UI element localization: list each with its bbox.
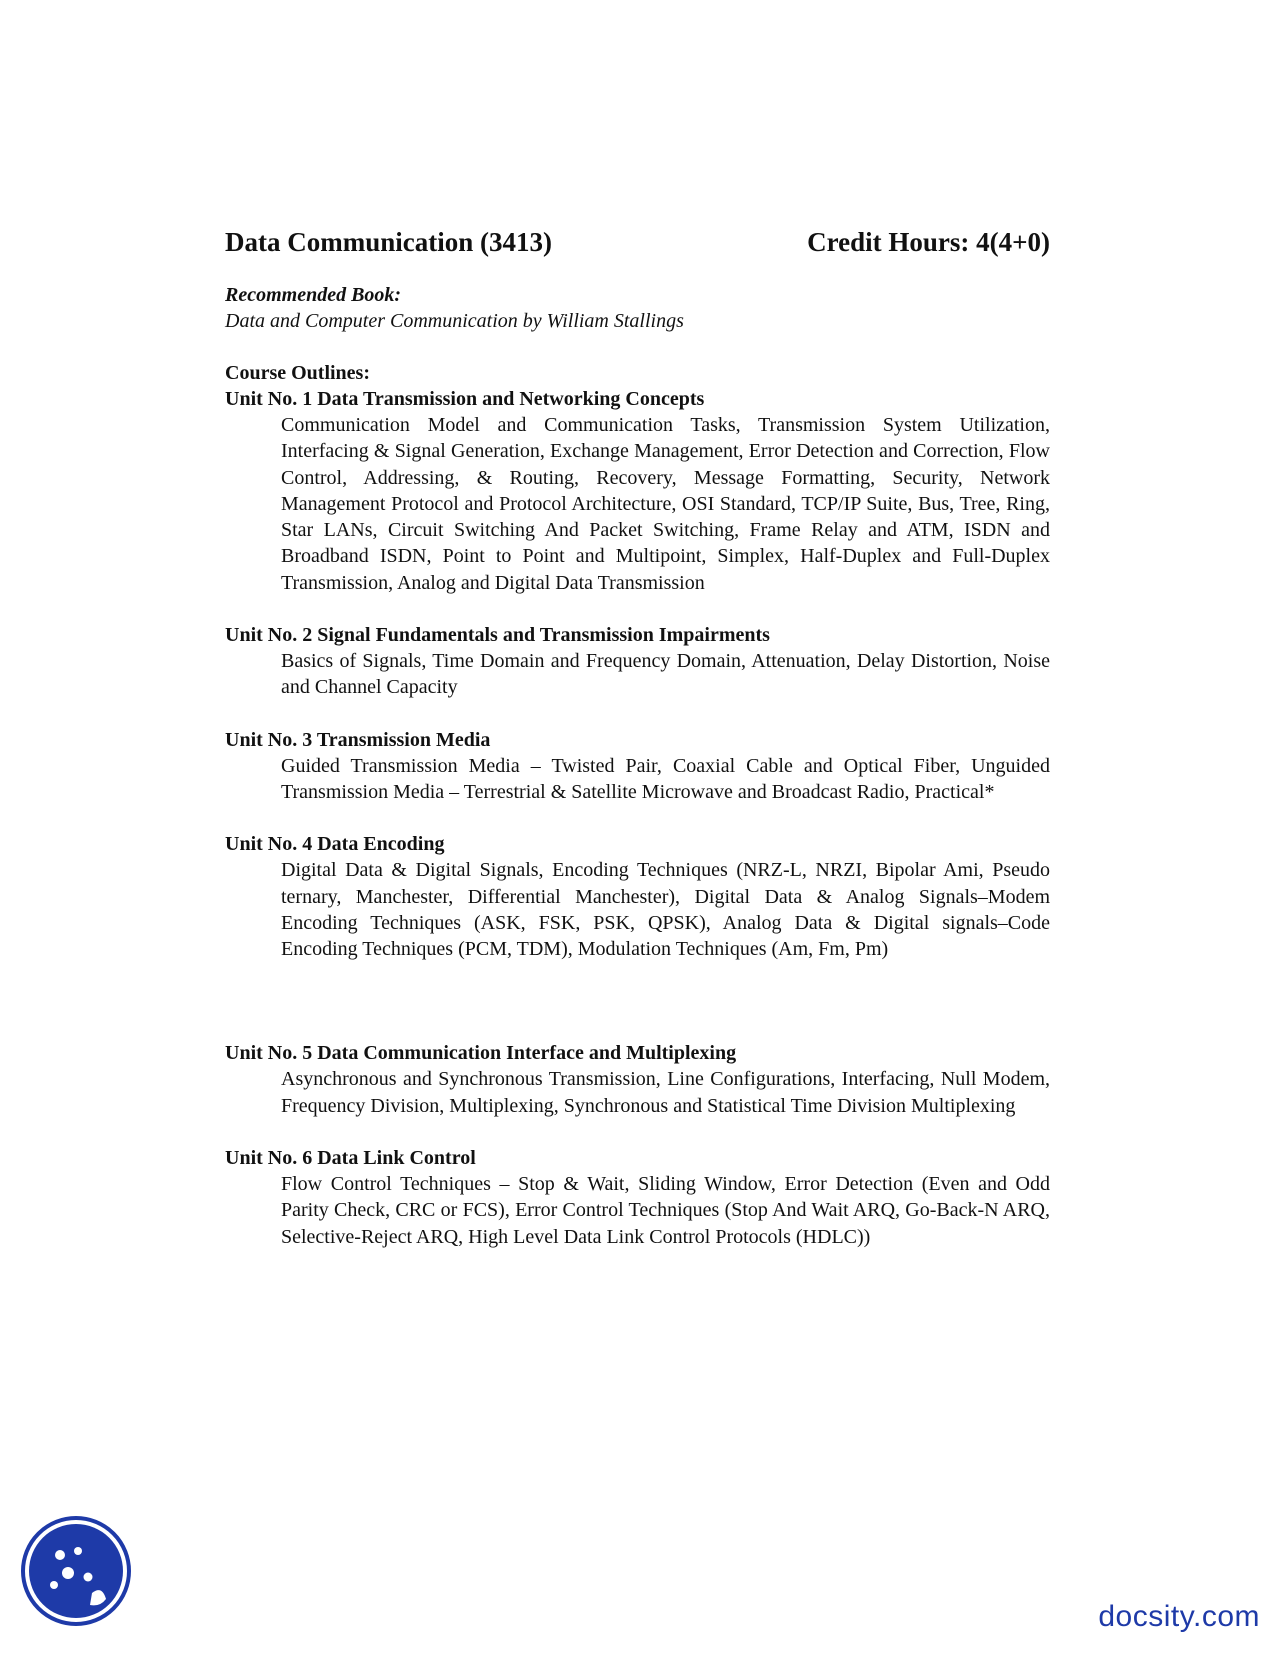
unit-description: Communication Model and Communication Tasks, Transmission System Utilization, Interfacing & Signal Generation, Exchange Management, Error Detection and Correction, Flow Control, Addressing, & Routing, Recovery, Message Formatting, Security, Network Management Protocol and Protocol Architecture, OSI Standard, TCP/IP Suite, Bus, Tree, Ring, Star LANs, Circuit Switching And Packet Switching, Frame Relay and ATM, ISDN and Broadband ISDN, Point to Point and Multipoint, Simplex, Half-Duplex and Full-Duplex Transmission, Analog and Digital Data Transmission	[281, 414, 1050, 594]
credit-hours: Credit Hours: 4(4+0)	[807, 227, 1050, 257]
unit-description: Digital Data & Digital Signals, Encoding Techniques (NRZ-L, NRZI, Bipolar Ami, Pseudo ternary, Manchester, Differential Manchester), Digital Data & Analog Signals–Modem Encoding Techniques (ASK, FSK, PSK, QPSK), Analog Data & Digital signals–Code Encoding Techniques (PCM, TDM), Modulation Techniques (Am, Fm, Pm)	[281, 859, 1050, 961]
unit-title: Unit No. 6 Data Link Control	[225, 1147, 476, 1170]
course-outlines-label: Course Outlines:	[225, 362, 370, 384]
unit-description: Flow Control Techniques – Stop & Wait, Sliding Window, Error Detection (Even and Odd Parity Check, CRC or FCS), Error Control Techniques (Stop And Wait ARQ, Go-Back-N ARQ, Selective-Reject ARQ, High Level Data Link Control Protocols (HDLC))	[281, 1173, 1050, 1248]
title-row	[225, 222, 1050, 262]
docsity-logo-graphic	[20, 1515, 132, 1627]
unit-section	[225, 1145, 1050, 1250]
unit-section	[225, 727, 1050, 806]
unit-title: Unit No. 4 Data Encoding	[225, 833, 445, 856]
unit-title: Unit No. 1 Data Transmission and Networking Concepts	[225, 388, 705, 410]
unit-title: Unit No. 5 Data Communication Interface and Multiplexing	[225, 1042, 737, 1065]
unit-description: Guided Transmission Media – Twisted Pair, Coaxial Cable and Optical Fiber, Unguided Transmission Media – Terrestrial & Satellite Microwave and Broadcast Radio, Practical*	[281, 754, 1050, 803]
course-title: Data Communication (3413)	[225, 227, 552, 257]
recommended-book-title: Data and Computer Communication by William Stallings	[225, 310, 684, 332]
unit-section	[225, 622, 1050, 701]
unit-title: Unit No. 3 Transmission Media	[225, 728, 491, 751]
unit-description: Basics of Signals, Time Domain and Frequency Domain, Attenuation, Delay Distortion, Noise and Channel Capacity	[281, 650, 1050, 699]
unit-description: Asynchronous and Synchronous Transmission, Line Configurations, Interfacing, Null Modem, Frequency Division, Multiplexing, Synchronous and Statistical Time Division Multiplexing	[281, 1068, 1050, 1117]
recommended-book-label: Recommended Book:	[225, 284, 402, 306]
docsity-brand-link[interactable]: docsity.com	[1098, 1600, 1260, 1633]
unit-section	[225, 1040, 1050, 1119]
unit-title: Unit No. 2 Signal Fundamentals and Transmission Impairments	[225, 624, 770, 647]
unit-section	[225, 386, 1050, 596]
docsity-logo-icon[interactable]	[20, 1515, 132, 1627]
document-content	[225, 222, 1050, 1276]
unit-section	[225, 831, 1050, 962]
